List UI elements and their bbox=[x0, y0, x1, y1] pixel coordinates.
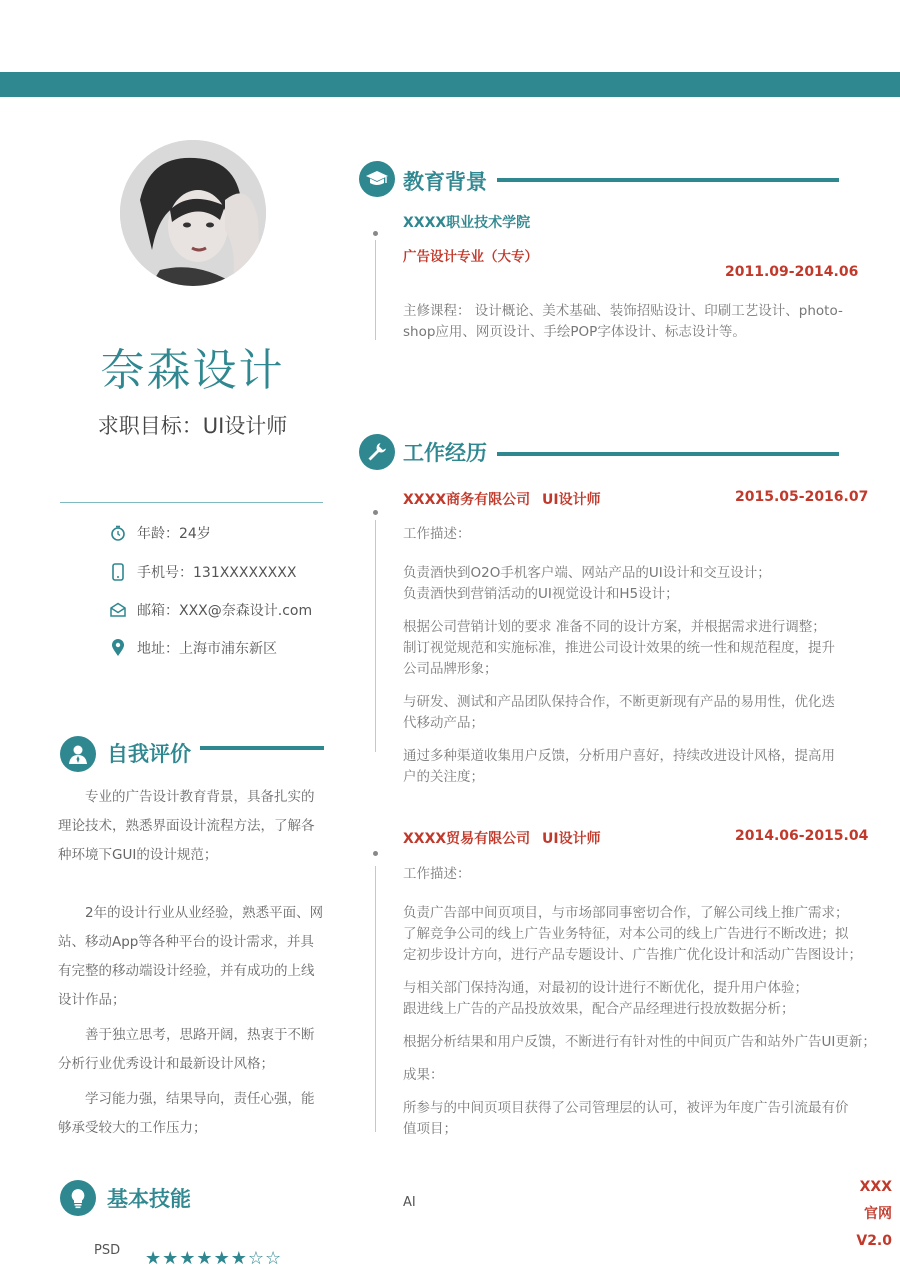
info-address bbox=[108, 637, 277, 659]
job-1-line: 通过多种渠道收集用户反馈，分析用户喜好，持续改进设计风格，提高用 bbox=[403, 748, 835, 764]
education-title: 教育背景 bbox=[403, 170, 487, 194]
footer-line-2: 官网 bbox=[864, 1206, 892, 1222]
job-2-line: 跟进线上广告的产品投放效果，配合产品经理进行投放数据分析； bbox=[403, 1001, 795, 1017]
job-2-company: XXXX贸易有限公司 bbox=[403, 831, 531, 847]
skills-title: 基本技能 bbox=[107, 1187, 191, 1211]
job-1-period: 2015.05-2016.07 bbox=[735, 489, 869, 505]
skill-ai-label: AI bbox=[403, 1195, 416, 1210]
timeline-dot bbox=[373, 510, 378, 515]
job-2-line: 与相关部门保持沟通，对最初的设计进行不断优化，提升用户体验； bbox=[403, 980, 808, 996]
job-1-line: 户的关注度； bbox=[403, 769, 484, 785]
header-bar bbox=[0, 72, 900, 97]
school-name: XXXX职业技术学院 bbox=[403, 215, 531, 231]
job-2-description bbox=[403, 903, 883, 1140]
star-filled-icon: ★ bbox=[145, 1248, 163, 1269]
self-eval-title: 自我评价 bbox=[107, 742, 191, 766]
job-2-line: 根据分析结果和用户反馈，不断进行有针对性的中间页广告和站外广告UI更新； bbox=[403, 1034, 876, 1050]
job-2-line: 负责广告部中间页项目，与市场部同事密切合作，了解公司线上推广需求； bbox=[403, 905, 849, 921]
job-2-line: 值项目； bbox=[403, 1121, 457, 1137]
star-filled-icon: ★ bbox=[179, 1248, 197, 1269]
job-2-line: 成果： bbox=[403, 1067, 444, 1083]
job-1-line: 负责酒快到O2O手机客户端、网站产品的UI设计和交互设计； bbox=[403, 565, 771, 581]
star-empty-icon: ☆ bbox=[247, 1248, 265, 1269]
footer-line-3: V2.0 bbox=[856, 1233, 892, 1249]
wrench-icon bbox=[359, 434, 395, 470]
job-1-desc-label: 工作描述： bbox=[403, 526, 471, 542]
location-icon bbox=[108, 638, 128, 658]
self-eval-paragraph-1: 专业的广告设计教育背景，具备扎实的理论技术，熟悉界面设计流程方法，了解各种环境下GUI的设计规范； bbox=[58, 789, 315, 863]
job-1-line: 代移动产品； bbox=[403, 715, 484, 731]
self-eval-rule bbox=[200, 746, 324, 750]
avatar bbox=[120, 140, 266, 286]
info-phone-text: 手机号：131XXXXXXXX bbox=[137, 565, 297, 581]
work-rule bbox=[497, 452, 839, 456]
courses-line-2: shop应用、网页设计、手绘POP字体设计、标志设计等。 bbox=[403, 324, 746, 340]
star-filled-icon: ★ bbox=[162, 1248, 180, 1269]
job-1-line: 根据公司营销计划的要求 准备不同的设计方案，并根据需求进行调整； bbox=[403, 619, 826, 635]
job-2-desc-label: 工作描述： bbox=[403, 866, 471, 882]
job-1-description bbox=[403, 563, 863, 788]
graduation-cap-icon bbox=[359, 161, 395, 197]
timeline-line bbox=[375, 240, 376, 340]
star-filled-icon: ★ bbox=[230, 1248, 248, 1269]
info-email bbox=[108, 599, 312, 621]
self-eval-paragraph-4: 学习能力强，结果导向，责任心强，能够承受较大的工作压力； bbox=[58, 1091, 315, 1136]
skill-psd-rating bbox=[145, 1248, 282, 1269]
info-phone bbox=[108, 561, 296, 583]
courses-line-1: 主修课程： 设计概论、美术基础、装饰招贴设计、印刷工艺设计、photo- bbox=[403, 303, 843, 319]
info-email-text: 邮箱：XXX@奈森设计.com bbox=[137, 603, 313, 619]
education-period: 2011.09-2014.06 bbox=[725, 264, 859, 280]
work-title: 工作经历 bbox=[403, 441, 487, 465]
job-2-line: 所参与的中间页项目获得了公司管理层的认可，被评为年度广告引流最有价 bbox=[403, 1100, 849, 1116]
self-eval-text bbox=[58, 783, 326, 1143]
self-eval-paragraph-3: 善于独立思考，思路开阔，热衷于不断分析行业优秀设计和最新设计风格； bbox=[58, 1027, 315, 1072]
job-1-position: UI设计师 bbox=[542, 492, 601, 508]
star-filled-icon: ★ bbox=[196, 1248, 214, 1269]
footer-badge bbox=[856, 1174, 892, 1255]
candidate-name: 奈森设计 bbox=[100, 345, 285, 396]
job-2-position: UI设计师 bbox=[542, 831, 601, 847]
major: 广告设计专业（大专） bbox=[403, 249, 538, 265]
info-address-text: 地址：上海市浦东新区 bbox=[137, 641, 277, 657]
divider bbox=[60, 502, 323, 503]
info-age-text: 年龄：24岁 bbox=[137, 526, 211, 542]
clock-icon bbox=[108, 523, 128, 543]
education-rule bbox=[497, 178, 839, 182]
star-filled-icon: ★ bbox=[213, 1248, 231, 1269]
info-age bbox=[108, 522, 211, 544]
star-empty-icon: ☆ bbox=[264, 1248, 283, 1269]
person-icon bbox=[60, 736, 96, 772]
job-2-period: 2014.06-2015.04 bbox=[735, 828, 869, 844]
job-1-line: 负责酒快到营销活动的UI视觉设计和H5设计； bbox=[403, 586, 679, 602]
phone-icon bbox=[108, 562, 128, 582]
job-1-line: 制订视觉规范和实施标准，推进公司设计效果的统一性和规范程度，提升 bbox=[403, 640, 835, 656]
courses bbox=[403, 301, 853, 343]
self-eval-paragraph-2: 2年的设计行业从业经验，熟悉平面、网站、移动App等各种平台的设计需求，并具有完整的移动端设计经验，并有成功的上线设计作品； bbox=[58, 905, 324, 1008]
timeline-line bbox=[375, 520, 376, 752]
footer-line-1: XXX bbox=[859, 1179, 892, 1195]
timeline-dot bbox=[373, 851, 378, 856]
job-2-line: 了解竞争公司的线上广告业务特征，对本公司的线上广告进行不断改进；拟 bbox=[403, 926, 849, 942]
job-1-company: XXXX商务有限公司 bbox=[403, 492, 531, 508]
job-2-line: 定初步设计方向，进行产品专题设计、广告推广优化设计和活动广告图设计； bbox=[403, 947, 862, 963]
job-1-line: 与研发、测试和产品团队保持合作，不断更新现有产品的易用性，优化迭 bbox=[403, 694, 835, 710]
mail-icon bbox=[108, 600, 128, 620]
job-target: 求职目标：UI设计师 bbox=[97, 414, 288, 438]
lightbulb-icon bbox=[60, 1180, 96, 1216]
skill-psd-label: PSD bbox=[94, 1243, 121, 1258]
job-1-line: 公司品牌形象； bbox=[403, 661, 498, 677]
timeline-line bbox=[375, 866, 376, 1132]
timeline-dot bbox=[373, 231, 378, 236]
